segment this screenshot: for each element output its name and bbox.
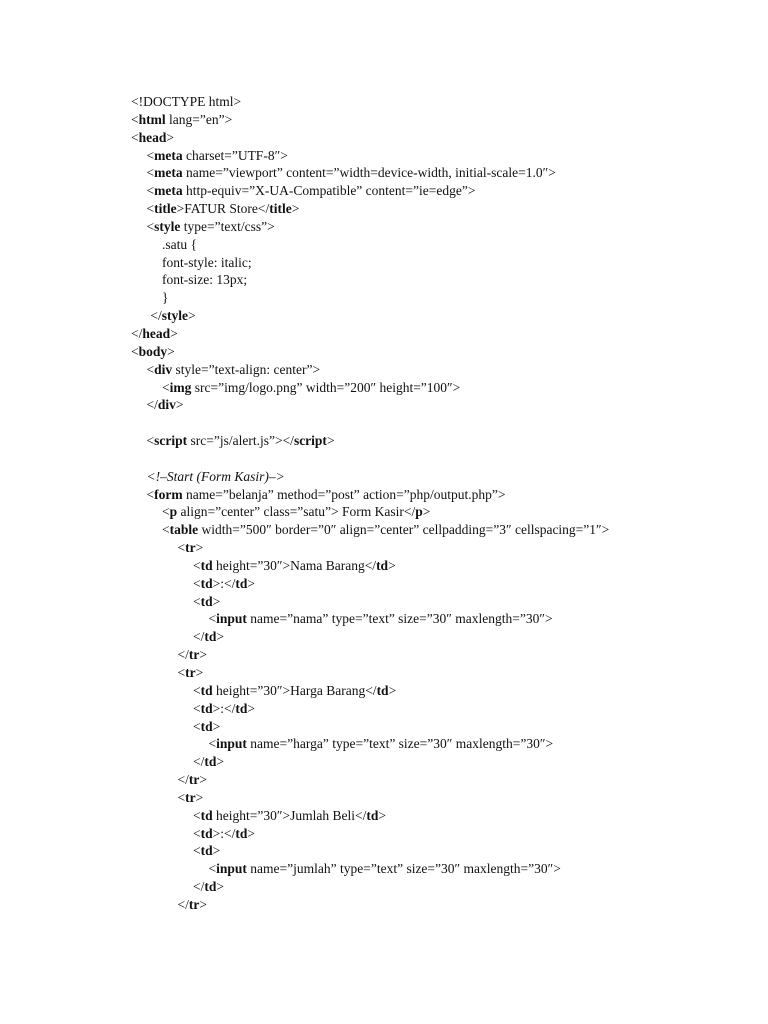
code-tag-name: td bbox=[376, 557, 389, 573]
code-text: < bbox=[131, 343, 139, 359]
code-tag-name: table bbox=[169, 522, 199, 538]
code-text: http-equiv=”X-UA-Compatible” content=”ie=edge”> bbox=[182, 183, 476, 199]
code-text: < bbox=[131, 111, 139, 127]
code-text: > bbox=[216, 879, 225, 895]
code-text: height=”30″>Harga Barang</ bbox=[212, 682, 377, 698]
code-line bbox=[131, 539, 609, 557]
code-tag-name: input bbox=[216, 611, 247, 627]
code-tag-name: form bbox=[154, 486, 183, 502]
code-line bbox=[131, 325, 609, 343]
code-text: < bbox=[193, 700, 201, 716]
code-tag-name: tr bbox=[185, 665, 196, 680]
code-text: > bbox=[216, 754, 225, 770]
code-tag-name: td bbox=[235, 700, 248, 716]
code-text: > bbox=[170, 325, 178, 341]
code-line bbox=[131, 218, 609, 236]
code-line bbox=[131, 628, 609, 646]
code-text: < bbox=[162, 504, 170, 520]
code-tag-name: style bbox=[161, 308, 188, 324]
code-tag-name: head bbox=[138, 129, 167, 145]
code-text: >:</ bbox=[212, 700, 236, 716]
code-line bbox=[131, 664, 609, 682]
code-line bbox=[131, 521, 609, 539]
code-line bbox=[131, 825, 609, 843]
code-line bbox=[131, 396, 609, 414]
code-text: < bbox=[193, 825, 201, 841]
code-tag-name: img bbox=[169, 379, 192, 395]
code-text: < bbox=[177, 789, 186, 805]
code-text: name=”viewport” content=”width=device-width, initial-scale=1.0″> bbox=[182, 165, 556, 181]
code-tag-name: style bbox=[154, 218, 181, 234]
code-text: < bbox=[193, 593, 201, 609]
code-text: name=”nama” type=”text” size=”30″ maxlength=”30″> bbox=[246, 611, 553, 627]
code-text: </ bbox=[177, 647, 189, 663]
code-text: < bbox=[177, 665, 186, 680]
code-text: > bbox=[199, 896, 207, 912]
code-text: name=”harga” type=”text” size=”30″ maxlength=”30″> bbox=[246, 736, 554, 752]
code-tag-name: title bbox=[154, 201, 177, 217]
code-line bbox=[131, 361, 609, 379]
code-line bbox=[131, 254, 609, 272]
code-tag-name: td bbox=[200, 593, 213, 609]
code-text: name=”jumlah” type=”text” size=”30″ maxlength=”30″> bbox=[246, 861, 561, 877]
code-tag-name: p bbox=[169, 504, 178, 520]
code-comment: <!–Start (Form Kasir)–> bbox=[146, 468, 285, 484]
code-text: > bbox=[388, 557, 396, 573]
code-line bbox=[131, 379, 609, 397]
code-line bbox=[131, 343, 609, 361]
code-text: > bbox=[167, 343, 175, 359]
code-line bbox=[131, 236, 609, 254]
code-text: >:</ bbox=[212, 825, 236, 841]
code-tag-name: body bbox=[138, 343, 168, 359]
code-line bbox=[131, 557, 609, 575]
code-line bbox=[131, 771, 609, 789]
code-line bbox=[131, 93, 609, 111]
code-text: < bbox=[162, 379, 170, 395]
code-text: </ bbox=[131, 325, 143, 341]
code-tag-name: tr bbox=[188, 896, 200, 912]
code-text: > bbox=[199, 772, 207, 788]
code-text: > bbox=[388, 682, 397, 698]
code-tag-name: td bbox=[235, 575, 248, 591]
code-tag-name: td bbox=[200, 557, 213, 573]
code-text: < bbox=[146, 433, 155, 449]
code-text: font-style: italic; bbox=[162, 254, 252, 270]
code-line bbox=[131, 289, 609, 307]
code-tag-name: script bbox=[154, 433, 188, 449]
code-tag-name: td bbox=[200, 807, 213, 823]
code-text: < bbox=[146, 361, 155, 377]
code-tag-name: td bbox=[366, 807, 379, 823]
code-line bbox=[131, 432, 609, 450]
code-line bbox=[131, 414, 609, 432]
code-text: >:</ bbox=[212, 575, 236, 591]
code-line bbox=[131, 789, 609, 807]
code-text: > bbox=[291, 201, 300, 217]
code-text: > bbox=[199, 647, 207, 663]
code-line bbox=[131, 164, 609, 182]
code-tag-name: meta bbox=[154, 165, 183, 181]
code-text: < bbox=[146, 201, 155, 217]
code-tag-name: title bbox=[269, 201, 292, 217]
code-tag-name: td bbox=[235, 825, 248, 841]
code-text: > bbox=[195, 665, 204, 680]
code-tag-name: td bbox=[200, 682, 213, 698]
code-text: type=”text/css”> bbox=[180, 218, 275, 234]
code-text: > bbox=[378, 807, 386, 823]
code-text: } bbox=[162, 290, 169, 306]
code-line bbox=[131, 503, 609, 521]
code-tag-name: tr bbox=[185, 540, 196, 556]
code-line bbox=[131, 486, 609, 504]
code-text: < bbox=[193, 682, 201, 698]
code-text: </ bbox=[193, 629, 205, 645]
code-line bbox=[131, 593, 609, 611]
code-text: > bbox=[216, 629, 225, 645]
code-tag-name: html bbox=[138, 111, 166, 127]
code-tag-name: td bbox=[200, 843, 213, 859]
code-text: < bbox=[193, 718, 201, 734]
code-tag-name: input bbox=[216, 736, 247, 752]
code-text: < bbox=[208, 861, 217, 877]
code-text: > bbox=[422, 504, 431, 520]
code-text: align=”center” class=”satu”> Form Kasir</ bbox=[177, 504, 416, 520]
code-tag-name: head bbox=[142, 325, 171, 341]
code-text: < bbox=[193, 807, 201, 823]
code-text: < bbox=[193, 843, 201, 859]
code-text: < bbox=[146, 218, 155, 234]
code-text: </ bbox=[193, 754, 205, 770]
code-tag-name: td bbox=[200, 825, 213, 841]
code-tag-name: script bbox=[293, 433, 327, 449]
code-text: </ bbox=[146, 397, 158, 413]
code-line bbox=[131, 129, 609, 147]
code-text: src=”img/logo.png” width=”200″ height=”100″> bbox=[191, 379, 461, 395]
code-text: charset=”UTF-8″> bbox=[182, 147, 288, 163]
code-tag-name: td bbox=[204, 754, 217, 770]
code-tag-name: meta bbox=[154, 183, 183, 199]
code-text: < bbox=[146, 165, 155, 181]
code-text: > bbox=[212, 718, 221, 734]
code-text: < bbox=[193, 557, 201, 573]
code-text: style=”text-align: center”> bbox=[172, 361, 321, 377]
code-text: width=”500″ border=”0″ align=”center” cellpadding=”3″ cellspacing=”1″> bbox=[198, 522, 610, 538]
code-text: height=”30″>Jumlah Beli</ bbox=[212, 807, 367, 823]
code-line bbox=[131, 147, 609, 165]
code-line bbox=[131, 753, 609, 771]
code-text: > bbox=[212, 593, 221, 609]
code-line bbox=[131, 271, 609, 289]
code-text: font-size: 13px; bbox=[162, 272, 248, 288]
code-text: > bbox=[247, 700, 256, 716]
code-tag-name: td bbox=[200, 718, 213, 734]
code-text: < bbox=[208, 736, 217, 752]
code-text: > bbox=[195, 789, 204, 805]
code-line bbox=[131, 878, 609, 896]
code-text: <!DOCTYPE html> bbox=[131, 94, 242, 109]
code-text: > bbox=[247, 575, 256, 591]
code-line bbox=[131, 575, 609, 593]
code-text: src=”js/alert.js”></ bbox=[187, 433, 294, 449]
code-tag-name: tr bbox=[188, 772, 200, 788]
code-text: > bbox=[166, 129, 175, 145]
code-text: >FATUR Store</ bbox=[176, 201, 270, 217]
code-text: < bbox=[162, 522, 170, 538]
code-text: < bbox=[146, 147, 155, 163]
code-line bbox=[131, 735, 609, 753]
code-tag-name: td bbox=[200, 575, 213, 591]
code-line bbox=[131, 700, 609, 718]
code-text: < bbox=[146, 486, 155, 502]
code-line bbox=[131, 682, 609, 700]
code-listing bbox=[131, 93, 609, 914]
code-text: < bbox=[193, 575, 201, 591]
code-line bbox=[131, 468, 609, 486]
code-tag-name: input bbox=[216, 861, 247, 877]
code-tag-name: td bbox=[200, 700, 213, 716]
code-line bbox=[131, 842, 609, 860]
code-tag-name: div bbox=[154, 361, 173, 377]
code-text: </ bbox=[177, 772, 189, 788]
code-line bbox=[131, 807, 609, 825]
code-text: </ bbox=[177, 896, 189, 912]
code-tag-name: td bbox=[376, 682, 389, 698]
code-text: > bbox=[188, 308, 196, 324]
code-line bbox=[131, 450, 609, 468]
code-text: .satu { bbox=[162, 236, 197, 252]
code-text: lang=”en”> bbox=[165, 111, 233, 127]
code-tag-name: tr bbox=[188, 647, 200, 663]
code-text: </ bbox=[150, 308, 162, 324]
code-tag-name: tr bbox=[185, 789, 196, 805]
code-text: height=”30″>Nama Barang</ bbox=[212, 557, 377, 573]
code-text: < bbox=[131, 129, 139, 145]
code-text: > bbox=[175, 397, 184, 413]
code-line bbox=[131, 610, 609, 628]
code-line bbox=[131, 307, 609, 325]
code-tag-name: meta bbox=[154, 147, 183, 163]
code-tag-name: td bbox=[204, 629, 217, 645]
code-text: < bbox=[146, 183, 155, 199]
code-text: < bbox=[177, 540, 186, 556]
code-line bbox=[131, 718, 609, 736]
code-text: > bbox=[247, 825, 256, 841]
code-text: > bbox=[195, 540, 204, 556]
code-text: </ bbox=[193, 879, 205, 895]
code-tag-name: div bbox=[157, 397, 176, 413]
code-line bbox=[131, 200, 609, 218]
code-text: name=”belanja” method=”post” action=”php/output.php”> bbox=[182, 486, 506, 502]
code-line bbox=[131, 646, 609, 664]
code-line bbox=[131, 860, 609, 878]
code-line bbox=[131, 896, 609, 914]
code-text: > bbox=[326, 433, 335, 449]
code-tag-name: p bbox=[415, 504, 423, 520]
code-tag-name: td bbox=[204, 879, 217, 895]
code-line bbox=[131, 182, 609, 200]
code-line bbox=[131, 111, 609, 129]
code-text: > bbox=[212, 843, 221, 859]
code-text: < bbox=[208, 611, 217, 627]
